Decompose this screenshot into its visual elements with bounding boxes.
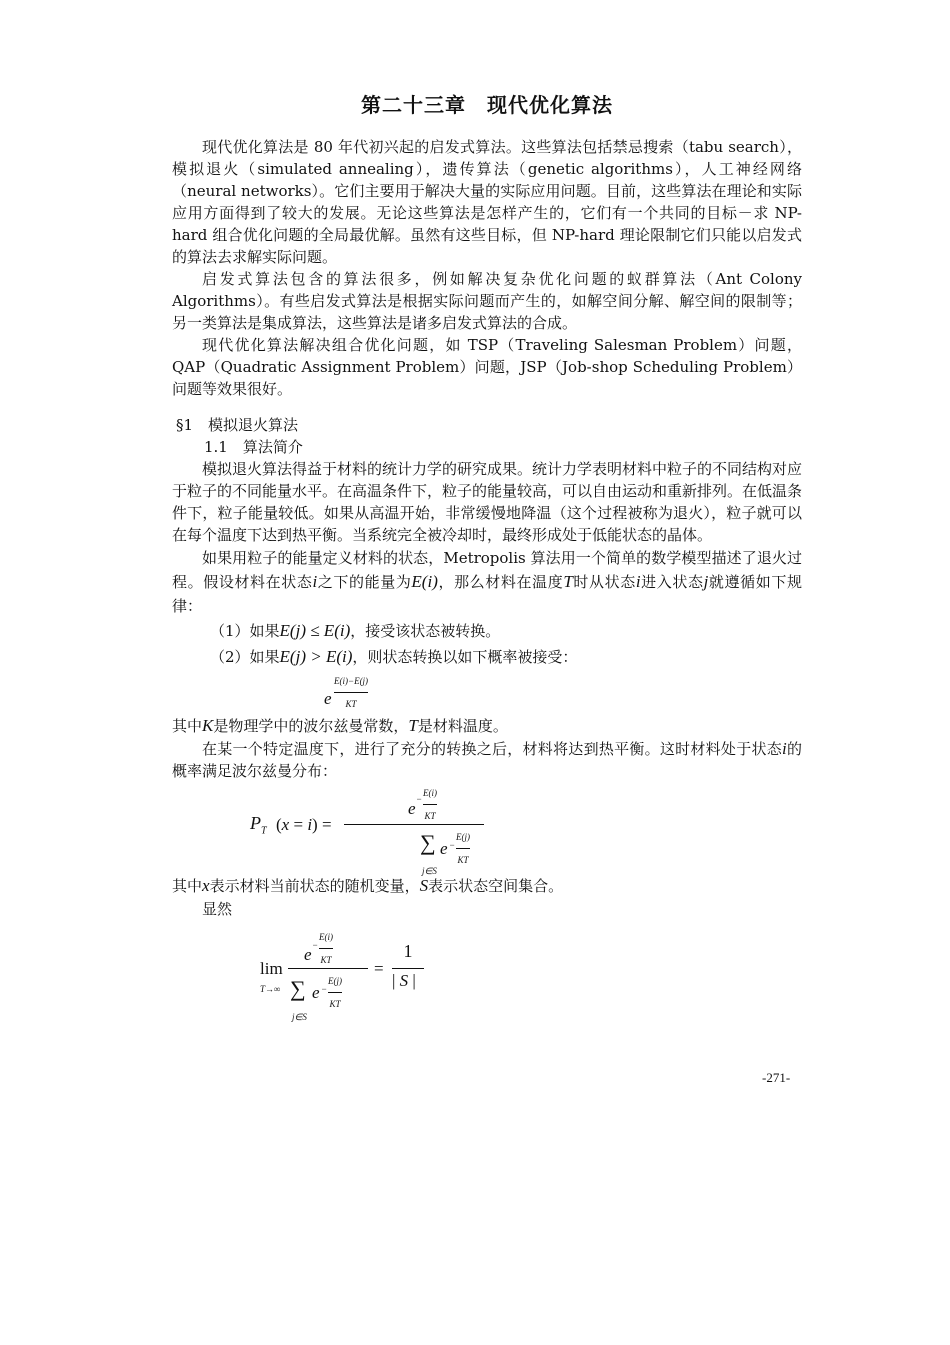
chapter-title: 第二十三章 现代优化算法: [361, 93, 613, 117]
page-body: [172, 92, 802, 1022]
where-k-t: 其中K是物理学中的波尔兹曼常数，T是材料温度。: [172, 716, 508, 735]
intro-paragraph-2: 启发式算法包含的算法很多，例如解决复杂优化问题的蚁群算法（Ant Colony Algorithms）。有些启发式算法是根据实际问题而产生的，如解空间分解、解空间的限制等；另一类算法是集成算法，这些算法是诸多启发式算法的合成。: [172, 270, 802, 332]
boltzmann-distribution-formula: $P_T$ (x = i) = e − E(i) KT ∑ j∈S e − E(j) KT: [250, 782, 802, 874]
metropolis-paragraph: 如果用粒子的能量定义材料的状态，Metropolis 算法用一个简单的数学模型描述了退火过程。假设材料在状态i之下的能量为E(i)，那么材料在温度T时从状态i进入状态j就遵循如下规律：: [172, 549, 802, 615]
intro-paragraph-3: 现代优化算法解决组合优化问题，如 TSP（Traveling Salesman Problem）问题，QAP（Quadratic Assignment Problem）问题，JSP（Job-shop Scheduling Problem）问题等效果很好。: [172, 336, 802, 398]
acceptance-probability-formula: e E(i)−E(j) KT: [324, 676, 369, 709]
section-heading: §1 模拟退火算法: [176, 416, 299, 434]
rule-1: （1）如果E(j) ≤ E(i)，接受该状态被转换。: [210, 621, 501, 640]
intro-paragraph-1: 现代优化算法是 80 年代初兴起的启发式算法。这些算法包括禁忌搜索（tabu search），模拟退火（simulated annealing），遗传算法（genetic algorithms），人工神经网络（neural networks）。它们主要用于解决大量的实际应用问题。目前，这些算法在理论和实际应用方面得到了较大的发展。无论这些算法是怎样产生的，它们有一个共同的目标－求 NP-hard 组合优化问题的全局最优解。虽然有这些目标，但 NP-hard 理论限制它们只能以启发式的算法去求解实际问题。: [172, 138, 802, 266]
obviously-text: 显然: [202, 900, 233, 918]
rule-2: （2）如果E(j) > E(i)，则状态转换以如下概率被接受：: [210, 647, 578, 666]
page-number: -271-: [762, 1070, 791, 1085]
subsection-heading: 1.1 算法简介: [204, 438, 303, 456]
annealing-paragraph-1: 模拟退火算法得益于材料的统计力学的研究成果。统计力学表明材料中粒子的不同结构对应于粒子的不同能量水平。在高温条件下，粒子的能量较高，可以自由运动和重新排列。在低温条件下，粒子能量较低。如果从高温开始，非常缓慢地降温（这个过程被称为退火），粒子就可以在每个温度下达到热平衡。当系统完全被冷却时，最终形成处于低能状态的晶体。: [172, 460, 803, 544]
boltzmann-paragraph: 在某一个特定温度下，进行了充分的转换之后，材料将达到热平衡。这时材料处于状态i的概率满足波尔兹曼分布：: [172, 739, 802, 780]
limit-formula: lim T→∞ e − E(i) KT ∑ j∈S e − E(j) KT = 1 | S |: [260, 926, 802, 1022]
where-x-s: 其中x表示材料当前状态的随机变量，S表示状态空间集合。: [172, 876, 564, 895]
